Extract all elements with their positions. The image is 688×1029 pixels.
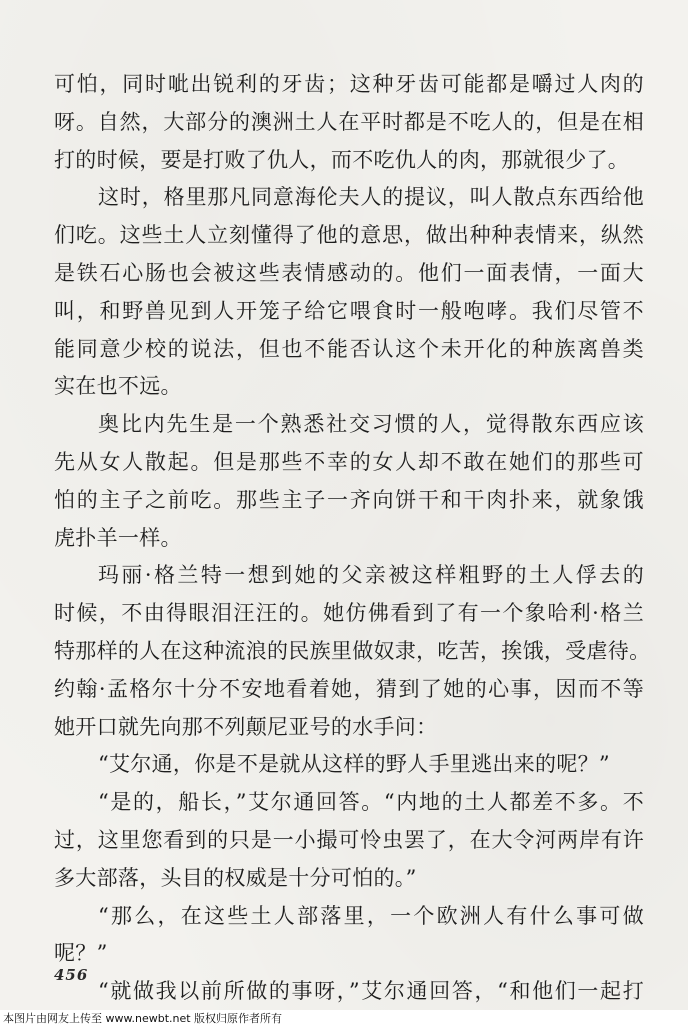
text-line: 多大部落，头目的权威是十分可怕的。” [54,865,417,890]
text-line: 先从女人散起。但是那些不幸的女人却不敢在她们的那些可 [54,449,644,474]
text-line: 们吃。这些土人立刻懂得了他的意思，做出种种表情来，纵然 [54,223,644,248]
text-line: 打的时候，要是打败了仇人，而不吃仇人的肉，那就很少了。 [54,147,630,172]
text-line: 是铁石心肠也会被这些表情感动的。他们一面表情，一面大 [54,260,644,285]
text-line: 叫，和野兽见到人开笼子给它喂食时一般咆哮。我们尽管不 [54,298,644,323]
text-line: 玛丽·格兰特一想到她的父亲被这样粗野的土人俘去的 [98,563,644,588]
page-number: 456 [54,966,89,984]
text-line: 呢？” [54,941,108,966]
text-line: 特那样的人在这种流浪的民族里做奴隶，吃苦，挨饿，受虐待。 [54,638,651,663]
text-line: “艾尔通，你是不是就从这样的野人手里逃出来的呢？” [98,752,610,777]
text-line: 能同意少校的说法，但也不能否认这个未开化的种族离兽类 [54,336,644,361]
body-text [54,66,651,1011]
text-line: 过，这里您看到的只是一小撮可怜虫罢了，在大令河两岸有许 [54,827,644,852]
text-line: 这时，格里那凡同意海伦夫人的提议，叫人散点东西给他 [98,185,644,210]
text-line: 怕的主子之前吃。那些主子一齐向饼干和干肉扑来，就象饿 [54,487,644,512]
text-line: 虎扑羊一样。 [54,525,182,550]
text-line: “那么，在这些土人部落里，一个欧洲人有什么事可做 [98,903,644,928]
footer-credit: 本图片由网友上传至 www.newbt.net 版权归原作者所有 [3,1012,283,1025]
text-line: “就做我以前所做的事呀，”艾尔通回答，“和他们一起打 [98,979,644,1004]
text-line: 呀。自然，大部分的澳洲土人在平时都是不吃人的，但是在相 [54,109,644,134]
text-line: 约翰·孟格尔十分不安地看着她，猜到了她的心事，因而不等 [54,676,644,701]
text-line: 可怕，同时呲出锐利的牙齿；这种牙齿可能都是嚼过人肉的 [54,72,644,96]
text-line: 实在也不远。 [54,374,182,399]
text-line: “是的，船长，”艾尔通回答。“内地的土人都差不多。不 [98,790,644,815]
text-line: 她开口就先向那不列颠尼亚号的水手问： [54,714,438,739]
text-line: 时候，不由得眼泪汪汪的。她仿佛看到了有一个象哈利·格兰 [54,601,644,626]
text-line: 奥比内先生是一个熟悉社交习惯的人，觉得散东西应该 [98,412,644,437]
